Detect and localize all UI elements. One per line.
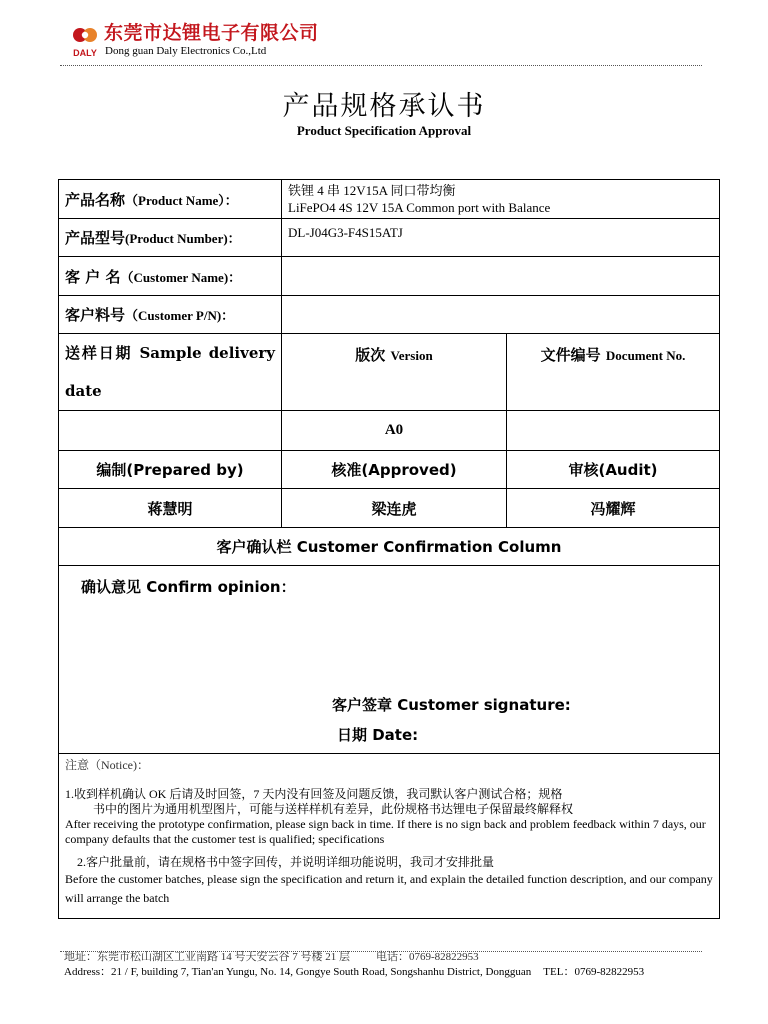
role-prepared: 编制(Prepared by) <box>59 451 282 489</box>
notice-item1-en: After receiving the prototype confirmation, please sign back in time. If there is no sign back and problem feedback within 7 days, our company defaults that the customer test is qualified; specifications <box>65 817 706 846</box>
notice-item1-cn-b: 书中的图片为通用机型图片，可能与送样样机有差异，此份规格书达锂电子保留最终解释权 <box>93 802 574 816</box>
document-title-cn: 产品规格承认书 <box>282 91 486 122</box>
row-confirmation-header <box>59 528 720 566</box>
row-notice <box>59 754 720 919</box>
product-number-label: 产品型号(Product Number)： <box>59 219 282 257</box>
notice-item2-en: Before the customer batches, please sign the specification and return it, and explain the detailed function description, and our company will arrange the batch <box>65 872 713 905</box>
customer-signature-label: 客户签章 Customer signature: <box>332 696 571 714</box>
delivery-date-label: 送样日期 Sample delivery date <box>59 334 282 411</box>
row-delivery-headers <box>59 334 720 411</box>
name-audit: 冯耀辉 <box>507 489 720 528</box>
delivery-date-value <box>59 411 282 451</box>
role-approved: 核准(Approved) <box>282 451 507 489</box>
customer-pn-value <box>282 296 720 334</box>
version-value: A0 <box>282 411 507 451</box>
footer-tel-cn: 电话：0769-82822953 <box>376 951 479 963</box>
notice-area <box>59 754 720 919</box>
document-title-en: Product Specification Approval <box>296 123 472 138</box>
product-number-value: DL-J04G3-F4S15ATJ <box>282 219 720 257</box>
row-roles <box>59 451 720 489</box>
name-prepared: 蒋慧明 <box>59 489 282 528</box>
row-product-number <box>59 219 720 257</box>
footer-tel-en: TEL：0769-82822953 <box>543 966 645 978</box>
notice-item1-cn-a: 1.收到样机确认 OK 后请及时回签，7 天内没有回签及问题反馈，我司默认客户测试合格；规格 <box>65 787 563 801</box>
customer-name-value <box>282 257 720 296</box>
name-approved: 梁连虎 <box>282 489 507 528</box>
role-audit: 审核(Audit) <box>507 451 720 489</box>
product-name-label: 产品名称（Product Name）： <box>59 180 282 219</box>
letterhead <box>68 16 708 68</box>
version-label: 版次 Version <box>282 334 507 411</box>
customer-name-label: 客 户 名（Customer Name)： <box>59 257 282 296</box>
company-name-cn: 东莞市达锂电子有限公司 <box>104 22 319 44</box>
document-no-value <box>507 411 720 451</box>
notice-item2-cn: 2.客户批量前，请在规格书中签字回传，并说明详细功能说明，我司才安排批量 <box>77 855 495 869</box>
row-names <box>59 489 720 528</box>
row-confirmation <box>59 566 720 754</box>
confirm-opinion-label: 确认意见 Confirm opinion： <box>81 578 296 596</box>
logo-text: DALY <box>73 48 97 58</box>
footer-address-en: Address：21 / F, building 7, Tian'an Yungu, No. 14, Gongye South Road, Songshanhu District, Dongguan TEL：0769-82822953 <box>64 966 645 978</box>
notice-title: 注意（Notice)： <box>65 758 149 772</box>
row-product-name <box>59 180 720 219</box>
date-label: 日期 Date: <box>337 726 419 744</box>
customer-pn-label: 客户料号（Customer P/N)： <box>59 296 282 334</box>
footer-address-cn: 地址：东莞市松山湖区工业南路 14 号天安云谷 7 号楼 21 层 电话：0769-82822953 <box>64 951 479 963</box>
daly-logo-icon <box>70 22 100 62</box>
row-customer-name <box>59 257 720 296</box>
document-no-label: 文件编号 Document No. <box>507 334 720 411</box>
confirmation-area <box>59 566 720 754</box>
spec-table <box>58 179 720 919</box>
header-divider <box>60 65 702 66</box>
confirmation-column-header: 客户确认栏 Customer Confirmation Column <box>59 528 720 566</box>
row-delivery-values <box>59 411 720 451</box>
row-customer-pn <box>59 296 720 334</box>
company-name-en: Dong guan Daly Electronics Co.,Ltd <box>105 45 267 57</box>
product-name-value: 铁锂 4 串 12V15A 同口带均衡 LiFePO4 4S 12V 15A Common port with Balance <box>282 180 720 219</box>
